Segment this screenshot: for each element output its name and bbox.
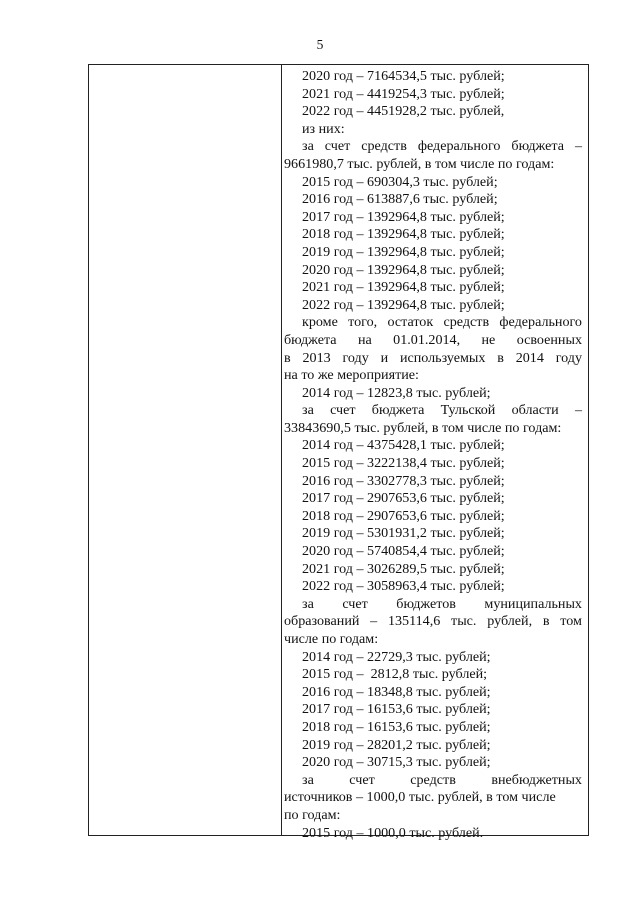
text-line: 2020 год – 5740854,4 тыс. рублей; [302, 543, 505, 560]
text-line: 2014 год – 4375428,1 тыс. рублей; [302, 437, 505, 454]
text-line: 2016 год – 613887,6 тыс. рублей; [302, 191, 498, 208]
text-line: 2020 год – 7164534,5 тыс. рублей; [302, 68, 505, 84]
text-line: числе по годам: [284, 631, 379, 647]
word: бюджета [511, 138, 564, 155]
text-line: 2020 год – 30715,3 тыс. рублей; [302, 754, 491, 771]
text-line: 2016 год – 18348,8 тыс. рублей; [302, 683, 491, 700]
text-line: 2021 год – 1392964,8 тыс. рублей; [302, 279, 505, 296]
word: 01.01.2014, [393, 331, 461, 348]
justified-line [282, 402, 586, 420]
word: за [302, 771, 314, 788]
word: 135114,6 [387, 613, 441, 630]
word: году [342, 349, 369, 366]
word: кроме [302, 314, 338, 331]
word: за [302, 595, 314, 612]
word: средств [361, 138, 407, 155]
word: счет [330, 402, 356, 419]
text-line: 2022 год – 3058963,4 тыс. рублей; [302, 578, 505, 595]
text-line: 2014 год – 12823,8 тыс. рублей; [302, 384, 491, 401]
text-line: 2018 год – 1392964,8 тыс. рублей; [302, 226, 505, 243]
justified-line [282, 596, 586, 614]
word: остаток [387, 314, 434, 331]
text-line: по годам: [284, 806, 341, 823]
word: на [357, 331, 372, 348]
word: в [284, 349, 291, 366]
page-number: 5 [316, 37, 324, 52]
word: внебюджетных [491, 771, 582, 788]
word: федерального [417, 138, 501, 155]
word: счет [342, 595, 368, 612]
text-line: источников – 1000,0 тыс. рублей, в том числе [284, 789, 556, 806]
word: средств [410, 771, 456, 788]
text-line: 33843690,5 тыс. рублей, в том числе по годам: [284, 419, 562, 436]
text-line: 2016 год – 3302778,3 тыс. рублей; [302, 472, 505, 489]
word: в [497, 349, 504, 366]
text-line: 2017 год – 2907653,6 тыс. рублей; [302, 490, 505, 507]
text-line: 9661980,7 тыс. рублей, в том числе по годам: [284, 155, 555, 172]
text-line: 2015 год – 690304,3 тыс. рублей; [302, 173, 498, 190]
word: рублей, [487, 613, 533, 630]
justified-line [282, 613, 586, 631]
word: за [302, 402, 314, 419]
word: образований [284, 613, 360, 630]
text-line: 2019 год – 5301931,2 тыс. рублей; [302, 525, 505, 542]
text-line: 2015 год – 2812,8 тыс. рублей; [302, 666, 488, 683]
text-line: 2015 год – 3222138,4 тыс. рублей; [302, 455, 505, 472]
word: за [302, 138, 314, 155]
word: Тульской [440, 402, 496, 419]
word: – [574, 138, 582, 155]
word: того, [348, 314, 378, 331]
word: тыс. [451, 613, 477, 630]
justified-line [282, 138, 586, 156]
text-line: 2022 год – 4451928,2 тыс. рублей, [302, 103, 505, 120]
text-line: 2017 год – 16153,6 тыс. рублей; [302, 701, 491, 718]
text-line: 2017 год – 1392964,8 тыс. рублей; [302, 208, 505, 225]
word: муниципальных [484, 595, 582, 612]
word: и [380, 349, 389, 366]
word: 2014 [515, 349, 544, 366]
word: году [555, 349, 582, 366]
word: средств [443, 314, 490, 331]
text-line: 2018 год – 2907653,6 тыс. рублей; [302, 507, 505, 524]
word: – [574, 402, 582, 419]
text-line: 2021 год – 4419254,3 тыс. рублей; [302, 85, 505, 102]
word: бюджета [371, 402, 425, 419]
word: федерального [499, 314, 582, 331]
word: том [560, 613, 582, 630]
text-line: 2020 год – 1392964,8 тыс. рублей; [302, 261, 505, 278]
word: бюджетов [396, 595, 456, 612]
text-line: 2019 год – 1392964,8 тыс. рублей; [302, 243, 505, 260]
word: бюджета [284, 331, 337, 348]
text-line: 2019 год – 28201,2 тыс. рублей; [302, 736, 491, 753]
word: в [542, 613, 550, 630]
justified-line [282, 314, 586, 332]
text-line: 2022 год – 1392964,8 тыс. рублей; [302, 296, 505, 313]
word: используемых [399, 349, 486, 366]
justified-line [282, 772, 586, 790]
text-line: 2018 год – 16153,6 тыс. рублей; [302, 718, 491, 735]
table-left-cell [89, 65, 281, 835]
word: 2013 [302, 349, 331, 366]
text-line: из них: [302, 120, 345, 137]
word: счет [324, 138, 351, 155]
word: области [511, 402, 559, 419]
justified-line [282, 332, 586, 350]
justified-line [282, 350, 586, 368]
word: не [481, 331, 496, 348]
text-line: 2021 год – 3026289,5 тыс. рублей; [302, 560, 505, 577]
funding-table [88, 64, 589, 841]
word: освоенных [516, 331, 582, 348]
text-line: 2015 год – 1000,0 тыс. рублей. [302, 824, 484, 841]
table-right-cell [282, 68, 586, 842]
text-line: на то же мероприятие: [284, 367, 419, 384]
word: – [370, 613, 378, 630]
text-line: 2014 год – 22729,3 тыс. рублей; [302, 648, 491, 665]
word: счет [349, 771, 375, 788]
